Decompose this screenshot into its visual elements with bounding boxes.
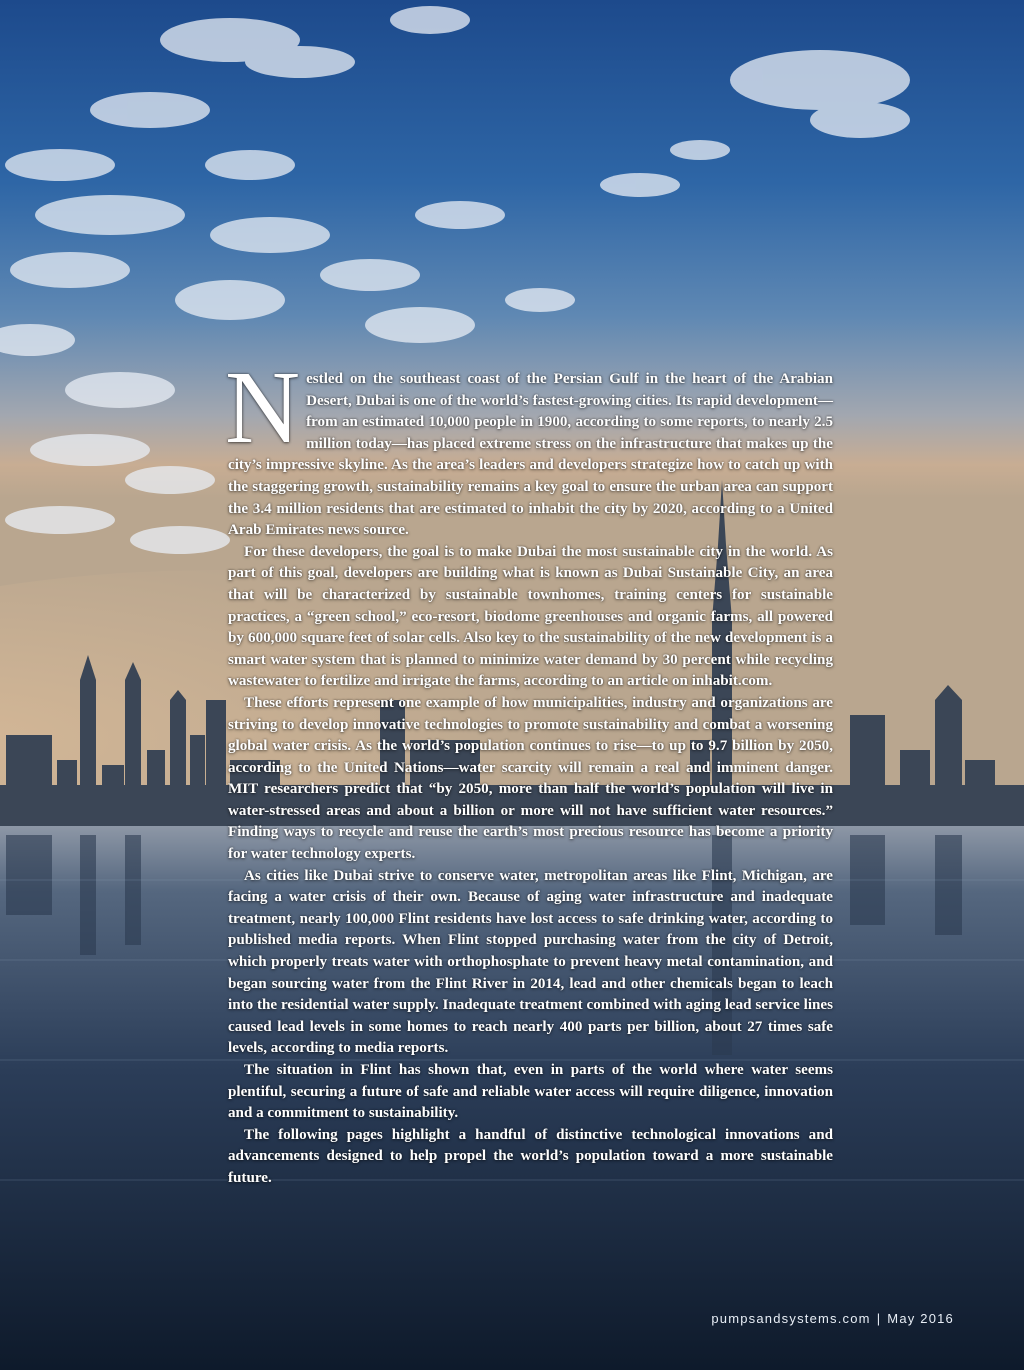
article-paragraph: The following pages highlight a handful of distinctive technological innovations and advancements designed to help propel the world’s population toward a more sustainable future.: [228, 1126, 833, 1186]
article-paragraph: [225, 350, 833, 542]
article-paragraph: The situation in Flint has shown that, even in parts of the world where water seems plentiful, securing a future of safe and reliable water access will require diligence, innovation and a commitment to sustainability.: [228, 1062, 833, 1122]
footer-issue: May 2016: [887, 1311, 954, 1326]
page-footer: [711, 1311, 954, 1326]
drop-cap: N: [225, 350, 301, 465]
footer-site: pumpsandsystems.com: [711, 1311, 871, 1326]
footer-separator: |: [876, 1311, 882, 1326]
article-paragraph: These efforts represent one example of how municipalities, industry and organizations are striving to develop innovative technologies to promote sustainability and combat a worsening global water crisis. As the world’s population continues to rise—to up to 9.7 billion by 2050, according to the United Nations—water scarcity will remain a real and imminent danger. MIT researchers predict that “by 2050, more than half the world’s population will live in water-stressed areas and about a billion or more will not have sufficient water resources.” Finding ways to recycle and reuse the earth’s most precious resource has become a priority for water technology experts.: [228, 694, 833, 863]
article-paragraph: For these developers, the goal is to make Dubai the most sustainable city in the world. As part of this goal, developers are building what is known as Dubai Sustainable City, an area that will be characterized by sustainable townhomes, training centers for sustainable practices, a “green school,” eco-resort, biodome greenhouses and organic farms, all powered by 600,000 square feet of solar cells. Also key to the sustainability of the new development is a smart water system that is planned to minimize water demand by 30 percent while recycling wastewater to fertilize and irrigate the farms, according to an article on inhabit.com.: [228, 543, 833, 690]
article-paragraph: As cities like Dubai strive to conserve water, metropolitan areas like Flint, Michigan, are facing a water crisis of their own. Because of aging water infrastructure and inadequate treatment, nearly 100,000 Flint residents have lost access to safe drinking water, according to published media reports. When Flint stopped purchasing water from the city of Detroit, which properly treats water with orthophosphate to prevent heavy metal contamination, and began sourcing water from the Flint River in 2014, lead and other chemicals began to leach into the residential water supply. Inadequate treatment combined with aging lead service lines caused lead levels in some homes to reach nearly 400 parts per billion, about 27 times safe levels, according to media reports.: [228, 867, 833, 1057]
article-body: [225, 350, 833, 1190]
paragraph-text: estled on the southeast coast of the Persian Gulf in the heart of the Arabian Desert, Dubai is one of the world’s fastest-growing cities. Its rapid development—from an estimated 10,000 people in 1900, according to some reports, to nearly 2.5 million today—has placed extreme stress on the infrastructure that makes up the city’s impressive skyline. As the area’s leaders and developers strategize how to catch up with the staggering growth, sustainability remains a key goal to ensure the urban area can support the 3.4 million residents that are estimated to inhabit the city by 2020, according to a United Arab Emirates news source.: [228, 371, 833, 539]
